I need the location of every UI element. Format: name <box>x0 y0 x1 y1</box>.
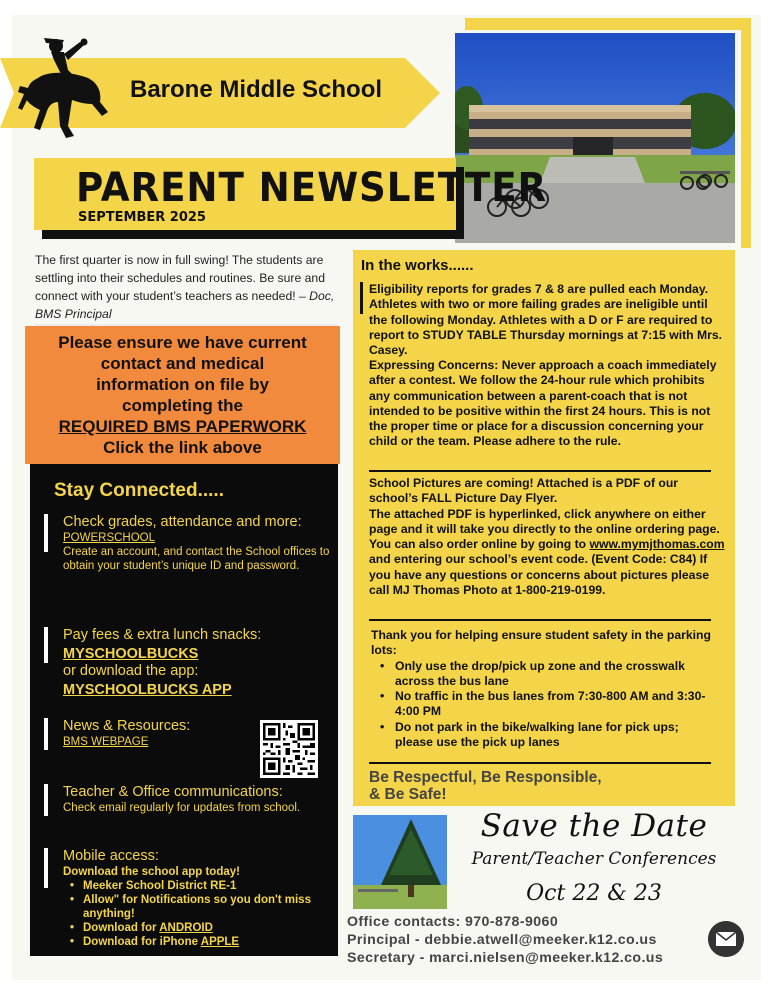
yellow-accent-strip <box>465 18 751 30</box>
teacher-text: Check email regularly for updates from school. <box>63 802 301 814</box>
grades-heading: Check grades, attendance and more: <box>63 514 302 530</box>
mjthomas-link[interactable]: www.mymjthomas.com <box>589 537 725 552</box>
save-the-date-event: Parent/Teacher Conferences <box>471 849 717 869</box>
mobile-heading: Mobile access: <box>63 848 159 864</box>
section-bar <box>44 627 48 663</box>
list-item: • Meeker School District RE-1 <box>63 879 333 893</box>
list-item: • Only use the drop/pick up zone and the crosswalk across the bus lane <box>371 659 716 690</box>
safety-section <box>371 628 716 750</box>
eligibility-text: Eligibility reports for grades 7 & 8 are pulled each Monday. Athletes with two or more failing grades are ineligible until the following Monday. Athletes with a D or F are required to report to STUDY TABLE Thursday mornings at 7:15 with Mrs. Casey. <box>369 282 723 358</box>
divider <box>369 470 711 472</box>
android-link[interactable]: ANDROID <box>159 922 213 934</box>
save-the-date-date: Oct 22 & 23 <box>526 881 662 906</box>
intro-signature: – Doc, BMS Principal <box>35 289 335 321</box>
contacts <box>347 913 663 967</box>
notice-line-1: Please ensure we have current <box>58 333 307 352</box>
notice-line-4: completing the <box>122 396 243 415</box>
page-subtitle: SEPTEMBER 2025 <box>78 210 206 225</box>
yellow-accent-strip-right <box>741 18 751 248</box>
list-item: • Do not park in the bike/walking lane for pick ups; please use the pick up lanes <box>371 720 716 751</box>
stay-connected-panel <box>30 464 338 956</box>
news-heading: News & Resources: <box>63 718 191 734</box>
notice-line-5: Click the link above <box>103 438 262 457</box>
principal-contact[interactable]: Principal - debbie.atwell@meeker.k12.co.us <box>347 932 657 948</box>
section-bar <box>44 514 48 552</box>
section-bar <box>44 784 48 816</box>
mail-icon[interactable] <box>708 921 744 957</box>
office-contact: Office contacts: 970-878-9060 <box>347 914 559 930</box>
school-motto: Be Respectful, Be Responsible, & Be Safe! <box>369 769 602 803</box>
divider <box>369 619 711 621</box>
bms-webpage-link[interactable]: BMS WEBPAGE <box>63 736 149 748</box>
list-item: • Download for iPhone APPLE <box>63 935 333 949</box>
myschoolbucks-link[interactable]: MYSCHOOLBUCKS <box>63 646 199 662</box>
safety-list <box>371 659 716 751</box>
myschoolbucks-app-link[interactable]: MYSCHOOLBUCKS APP <box>63 682 232 698</box>
concerns-text: Expressing Concerns: Never approach a coach immediately after a contest. We follow the 24-hour rule which prohibits any communication between a parent-coach that is not intended to be positive within the first 24 hours. This is not the proper time or place for a discussion concerning your child or the team. Please adhere to the rule. <box>369 358 717 449</box>
divider <box>369 762 711 764</box>
list-item: • Allow" for Notifications so you don't miss anything! <box>63 893 333 921</box>
pictures-intro: School Pictures are coming! Attached is a PDF of our school’s FALL Picture Day Flyer. <box>369 476 679 506</box>
intro-text: The first quarter is now in full swing! The students are settling into their schedules and routines. Be sure and connect with your student’s teachers as needed! <box>35 253 325 303</box>
mobile-list <box>63 879 333 949</box>
stay-connected-title: Stay Connected..... <box>54 480 224 501</box>
school-building-photo <box>455 33 735 243</box>
notice-line-3: information on file by <box>96 375 269 394</box>
safety-intro: Thank you for helping ensure student safety in the parking lots: <box>371 628 711 658</box>
pictures-text: School Pictures are coming! Attached is a PDF of our school’s FALL Picture Day Flyer. The attached PDF is hyperlinked, click anywhere on either page and it will take you directly to the online ordering page. You can also order online by going to www.mymjthomas.com and entering our school’s event code. (Event Code: C84) If you have any questions or concerns about pictures please call MJ Thomas Photo at 1-800-219-0199. <box>369 476 729 598</box>
apple-link[interactable]: APPLE <box>200 936 240 948</box>
intro-paragraph <box>35 251 338 323</box>
fees-middle: or download the app: <box>63 663 199 679</box>
powerschool-link[interactable]: POWERSCHOOL <box>63 532 156 544</box>
fees-heading: Pay fees & extra lunch snacks: <box>63 627 262 643</box>
section-bar <box>44 848 48 888</box>
section-bar <box>44 718 48 750</box>
save-the-date-title: Save the Date <box>480 808 708 844</box>
mobile-intro: Download the school app today! <box>63 866 240 878</box>
school-name: Barone Middle School <box>130 76 383 103</box>
list-item: • Download for ANDROID <box>63 921 333 935</box>
bronco-rider-logo <box>18 30 128 145</box>
teacher-heading: Teacher & Office communications: <box>63 784 283 800</box>
paperwork-link[interactable]: REQUIRED BMS PAPERWORK <box>58 417 307 436</box>
page-title: PARENT NEWSLETTER <box>76 165 548 211</box>
works-title: In the works...... <box>361 257 474 274</box>
secretary-contact[interactable]: Secretary - marci.nielsen@meeker.k12.co.us <box>347 950 664 966</box>
qr-code[interactable] <box>260 720 318 778</box>
list-item: • No traffic in the bus lanes from 7:30-800 AM and 3:30-4:00 PM <box>371 689 716 720</box>
tree-photo <box>353 815 447 909</box>
grades-text: Create an account, and contact the School offices to obtain your student’s unique ID and password. <box>63 546 330 572</box>
notice-line-2: contact and medical <box>100 354 265 373</box>
works-bar <box>360 282 363 314</box>
in-the-works-panel <box>353 250 735 806</box>
paperwork-notice <box>25 326 340 464</box>
